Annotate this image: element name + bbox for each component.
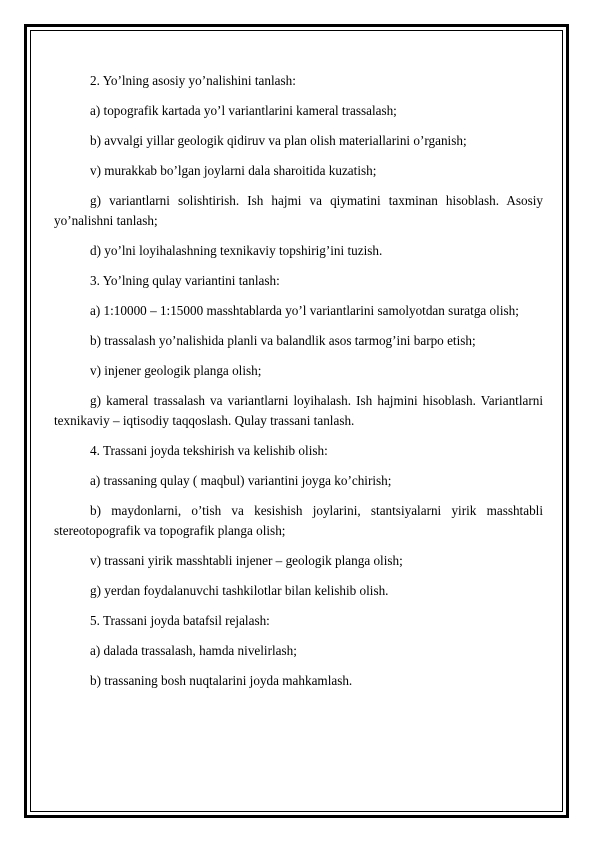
list-item-2d: d) yo’lni loyihalashning texnikaviy topshirig’ini tuzish. <box>90 243 383 258</box>
list-item-2a: a) topografik kartada yo’l variantlarini kameral trassalash; <box>90 103 397 118</box>
list-item-4v: v) trassani yirik masshtabli injener – geologik planga olish; <box>90 553 403 568</box>
list-item-5b: b) trassaning bosh nuqtalarini joyda mahkamlash. <box>90 673 353 688</box>
list-item-4a: a) trassaning qulay ( maqbul) variantini joyga ko’chirish; <box>90 473 392 488</box>
section-heading-4: 4. Trassani joyda tekshirish va kelishib olish: <box>90 443 328 458</box>
list-item-4b: b) maydonlarni, o’tish va kesishish joylarini, stantsiyalarni yirik masshtabli stereotopografik va topografik planga olish; <box>54 503 543 538</box>
list-item-3a: a) 1:10000 – 1:15000 masshtablarda yo’l variantlarini samolyotdan suratga olish; <box>90 303 519 318</box>
section-heading-5: 5. Trassani joyda batafsil rejalash: <box>90 613 270 628</box>
section-heading-3: 3. Yo’lning qulay variantini tanlash: <box>90 273 280 288</box>
list-item-2g: g) variantlarni solishtirish. Ish hajmi va qiymatini taxminan hisoblash. Asosiy yo’nalishni tanlash; <box>54 193 543 228</box>
section-heading-2: 2. Yo’lning asosiy yo’nalishini tanlash: <box>90 73 296 88</box>
list-item-3v: v) injener geologik planga olish; <box>90 363 262 378</box>
list-item-3g: g) kameral trassalash va variantlarni loyihalash. Ish hajmini hisoblash. Variantlarni texnikaviy – iqtisodiy taqqoslash. Qulay trassani tanlash. <box>54 393 543 428</box>
list-item-4g: g) yerdan foydalanuvchi tashkilotlar bilan kelishib olish. <box>90 583 389 598</box>
list-item-2v: v) murakkab bo’lgan joylarni dala sharoitida kuzatish; <box>90 163 377 178</box>
document-body <box>54 71 543 701</box>
list-item-3b: b) trassalash yo’nalishida planli va balandlik asos tarmog’ini barpo etish; <box>90 333 476 348</box>
list-item-2b: b) avvalgi yillar geologik qidiruv va plan olish materiallarini o’rganish; <box>90 133 467 148</box>
list-item-5a: a) dalada trassalash, hamda nivelirlash; <box>90 643 297 658</box>
